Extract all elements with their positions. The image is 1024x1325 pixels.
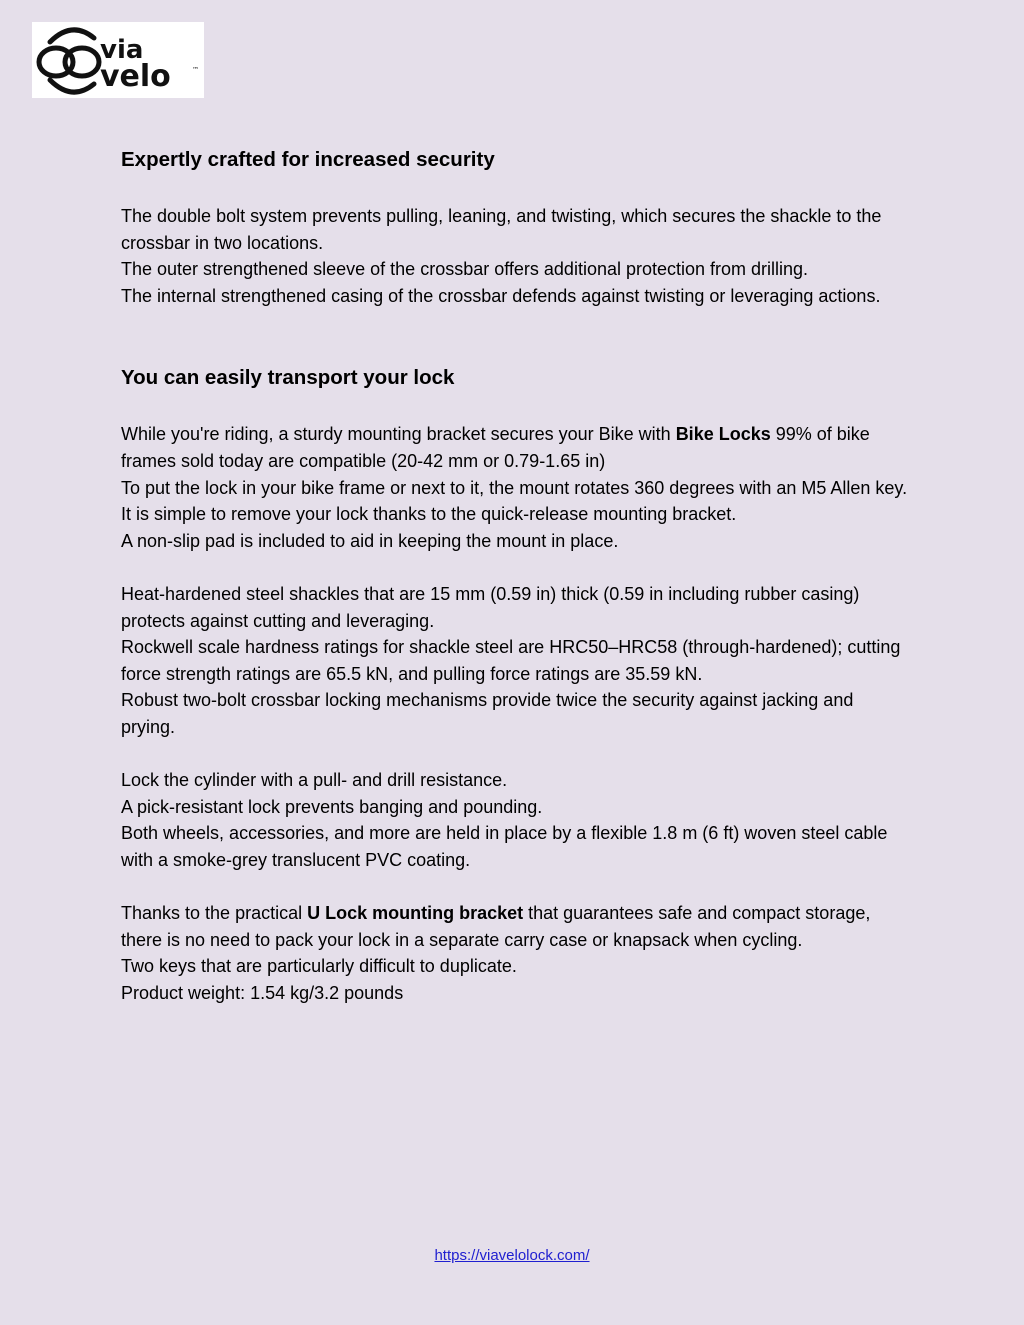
security-line-3: The internal strengthened casing of the crossbar defends against twisting or leveraging actions. [121, 285, 881, 306]
brand-logo [32, 22, 204, 98]
logo-trademark: ™ [192, 66, 199, 74]
cylinder-line-2: A pick-resistant lock prevents banging and pounding. [121, 796, 543, 817]
document-body [121, 146, 911, 1006]
transport-line-2: It is simple to remove your lock thanks to the quick-release mounting bracket. [121, 504, 737, 525]
shackle-line-2: Rockwell scale hardness ratings for shackle steel are HRC50–HRC58 (through-hardened); cutting force strength ratings are 65.5 kN, and pulling force ratings are 35.59 kN. [121, 637, 901, 684]
bike-locks-keyword: Bike Locks [675, 424, 771, 445]
transport-line-1: To put the lock in your bike frame or next to it, the mount rotates 360 degrees with an M5 Allen key. [121, 477, 908, 498]
shackle-line-1: Heat-hardened steel shackles that are 15 mm (0.59 in) thick (0.59 in including rubber casing) protects against cutting and leveraging. [121, 583, 860, 631]
footer [0, 1247, 1024, 1264]
cylinder-line-1: Lock the cylinder with a pull- and drill resistance. [121, 770, 508, 791]
transport-intro-suffix: 99% of bike frames sold today are compatible (20-42 mm or 0.79-1.65 in) [121, 424, 870, 471]
security-line-1: The double bolt system prevents pulling, leaning, and twisting, which secures the shackle to the crossbar in two locations. [121, 206, 882, 253]
weight-line: Product weight: 1.54 kg/3.2 pounds [121, 982, 404, 1003]
bracket-prefix: Thanks to the practical [121, 903, 308, 924]
logo-text-top: via [100, 35, 144, 65]
shackle-line-3: Robust two-bolt crossbar locking mechanisms provide twice the security against jacking and prying. [121, 690, 854, 737]
security-line-2: The outer strengthened sleeve of the crossbar offers additional protection from drilling. [121, 259, 809, 280]
section-heading-transport: You can easily transport your lock [121, 366, 455, 390]
bracket-paragraph [121, 900, 911, 953]
transport-line-3: A non-slip pad is included to aid in keeping the mount in place. [121, 530, 619, 551]
logo-text-bottom: velo [100, 59, 171, 94]
transport-intro [121, 421, 911, 474]
website-link[interactable]: https://viavelolock.com/ [434, 1247, 590, 1264]
section-heading-security: Expertly crafted for increased security [121, 148, 495, 171]
u-lock-bracket-keyword: U Lock mounting bracket [307, 903, 524, 924]
keys-line: Two keys that are particularly difficult to duplicate. [121, 956, 517, 977]
transport-intro-prefix: While you're riding, a sturdy mounting bracket secures your Bike with [121, 424, 676, 445]
cylinder-line-3: Both wheels, accessories, and more are held in place by a flexible 1.8 m (6 ft) woven steel cable with a smoke-grey translucent PVC coating. [121, 823, 888, 870]
bracket-suffix: that guarantees safe and compact storage, there is no need to pack your lock in a separate carry case or knapsack when cycling. [121, 903, 871, 950]
